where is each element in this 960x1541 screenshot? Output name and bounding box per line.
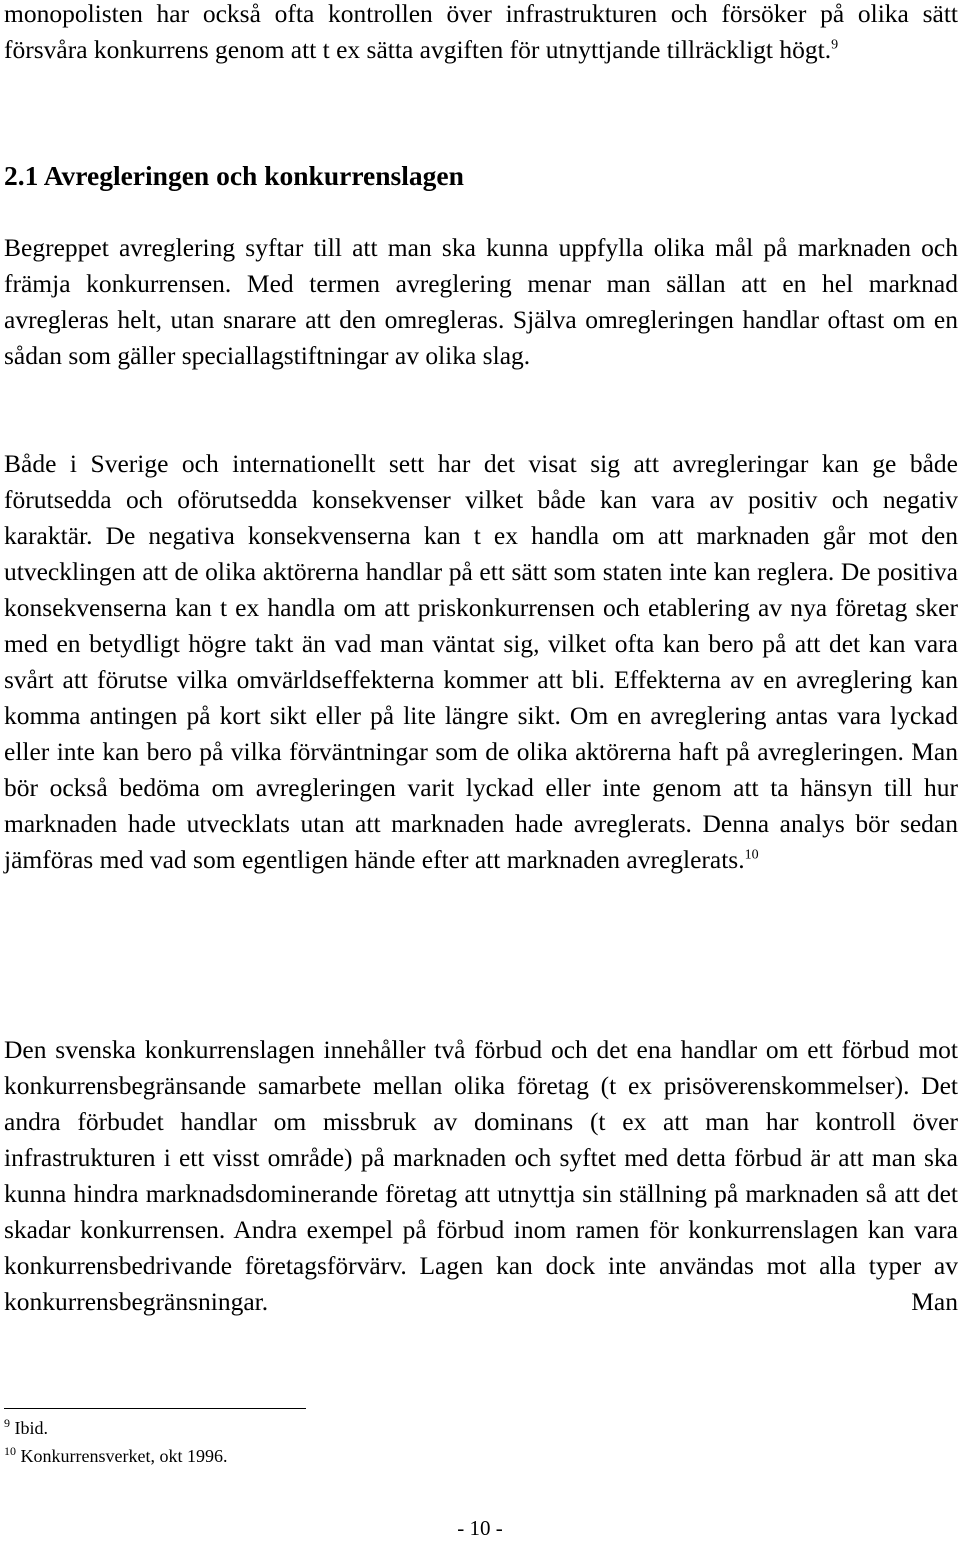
footnote-10	[4, 1444, 227, 1468]
paragraph-konsekvenser	[4, 446, 958, 878]
section-heading: 2.1 Avregleringen och konkurrenslagen	[4, 160, 464, 191]
paragraph-text: Både i Sverige och internationellt sett har det visat sig att avregleringar kan ge både förutsedda och oförutsedda konsekvenser vilket både kan vara av positiv och negativ karaktär. De negativa konsekvenserna kan t ex handla om att marknaden går mot den utvecklingen att de olika aktörerna handlar på ett sätt som staten inte kan reglera. De positiva konsekvenserna kan t ex handla om att priskonkurrensen och etablering av nya företag sker med en betydligt högre takt än vad man väntat sig, vilket ofta kan bero på att det kan vara svårt att förutse vilka omvärldseffekterna kommer att bli. Effekterna av en avreglering kan komma antingen på kort sikt eller på lite längre sikt. Om en avreglering antas vara lyckad eller inte kan bero på vilka förväntningar som de olika aktörerna haft på avregleringen. Man bör också bedöma om avregleringen varit lyckad eller inte genom att ta hänsyn till hur marknaden hade utvecklats utan att marknaden hade avreglerats. Denna analys bör sedan jämföras med vad som egentligen hände efter att marknaden avreglerats.	[4, 449, 958, 874]
footnote-text: Ibid.	[14, 1418, 48, 1438]
footnote-ref-10[interactable]: 10	[744, 847, 759, 863]
paragraph-avreglering: Begreppet avreglering syftar till att man ska kunna uppfylla olika mål på marknaden och främja konkurrensen. Med termen avreglering menar man sällan att en hel marknad avregleras helt, utan snarare att den omregleras. Själva omregleringen handlar oftast om en sådan som gäller speciallagstiftningar av olika slag.	[4, 233, 958, 370]
footnote-ref-9[interactable]: 9	[831, 37, 839, 53]
paragraph-text: monopolisten har också ofta kontrollen över infrastrukturen och försöker på olika sätt försvåra konkurrens genom att t ex sätta avgiften för utnyttjande tillräckligt högt.	[4, 0, 958, 64]
page-number: - 10 -	[457, 1516, 503, 1540]
footnote-number: 10	[4, 1444, 16, 1458]
footnote-9	[4, 1416, 48, 1440]
footnote-number: 9	[4, 1416, 10, 1430]
paragraph-konkurrenslagen: Den svenska konkurrenslagen innehåller två förbud och det ena handlar om ett förbud mot konkurrensbegränsande samarbete mellan olika företag (t ex prisöverenskommelser). Det andra förbudet handlar om missbruk av dominans (t ex att man har kontroll över infrastrukturen i ett visst område) på marknaden och syftet med detta förbud är att man ska kunna hindra marknadsdominerande företag att utnyttja sin ställning på marknaden så att det skadar konkurrensen. Andra exempel på förbud inom ramen för konkurrenslagen kan vara konkurrensbedrivande företagsförvärv. Lagen kan dock inte användas mot alla typer av konkurrensbegränsningar. Man	[4, 1035, 958, 1316]
paragraph-continued	[4, 0, 958, 68]
footnote-divider	[4, 1408, 306, 1409]
footnote-text: Konkurrensverket, okt 1996.	[20, 1446, 228, 1466]
